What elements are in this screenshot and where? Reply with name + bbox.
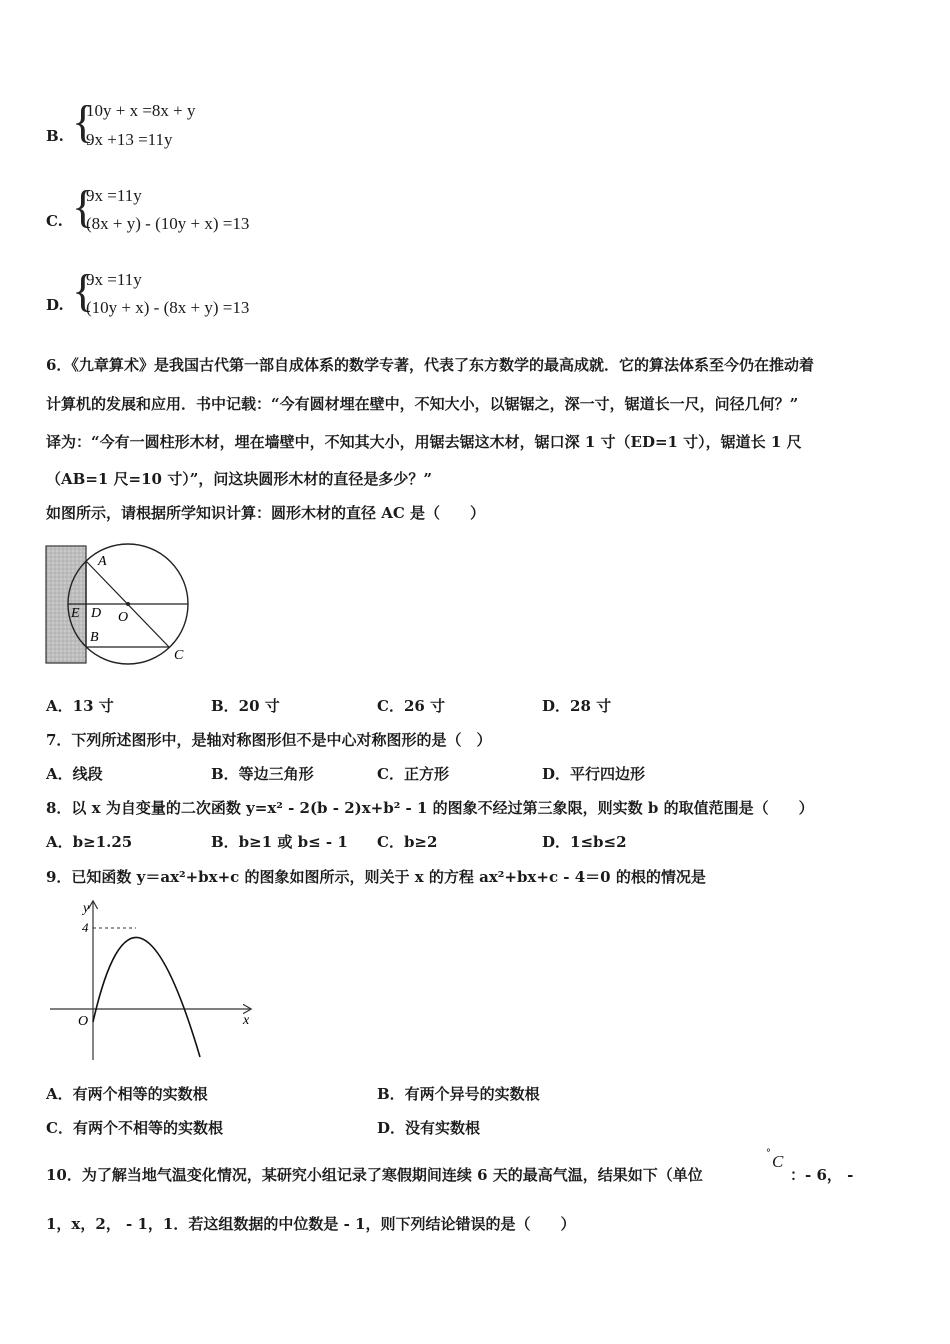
brace-icon: { — [72, 96, 95, 147]
q5-option-c-eq1: 9x =11y — [86, 186, 142, 205]
y-axis-label: y — [83, 901, 90, 916]
q5-option-d-label: D. — [46, 296, 64, 314]
q5-option-b-label: B. — [46, 127, 64, 145]
parabola-curve — [93, 937, 200, 1057]
brace-icon: { — [72, 181, 95, 232]
center-point — [126, 602, 130, 606]
q10-stem-line-1-tail: ：- 6， - — [790, 1166, 854, 1184]
q5-option-d-eq2: (10y + x) - (8x + y) =13 — [86, 298, 250, 317]
q8-stem: 8．以 x 为自变量的二次函数 y=x² - 2(b - 2)x+b² - 1 的图象不经过第三象限，则实数 b 的取值范围是（ ） — [46, 799, 814, 817]
origin-label: O — [78, 1014, 89, 1029]
q7-option-b[interactable]: B．等边三角形 — [211, 765, 314, 783]
label-o: O — [118, 610, 129, 625]
q6-option-b[interactable]: B．20 寸 — [211, 697, 280, 715]
q8-option-c[interactable]: C．b≥2 — [377, 833, 438, 851]
degree-icon: ° — [766, 1148, 771, 1159]
q10-stem-line-1: 10．为了解当地气温变化情况，某研究小组记录了寒假期间连续 6 天的最高气温，结果如下（单位 — [46, 1166, 703, 1184]
q6-option-a[interactable]: A．13 寸 — [46, 697, 114, 715]
q6-stem-line-3: 译为：“今有一圆柱形木材，埋在墙壁中，不知其大小，用锯去锯这木材，锯口深 1 寸（ED=1 寸），锯道长 1 尺 — [46, 433, 802, 451]
q5-option-c-label: C. — [46, 212, 63, 230]
label-c: C — [174, 648, 184, 663]
label-d: D — [91, 606, 102, 621]
label-b: B — [90, 630, 99, 645]
x-axis-label: x — [243, 1013, 250, 1028]
q8-option-a[interactable]: A．b≥1.25 — [46, 833, 133, 851]
q8-option-b[interactable]: B．b≥1 或 b≤ - 1 — [211, 833, 348, 851]
q8-option-d[interactable]: D．1≤b≤2 — [542, 833, 627, 851]
label-e: E — [71, 606, 80, 621]
q10-stem-line-2: 1，x，2， - 1，1．若这组数据的中位数是 - 1，则下列结论错误的是（ ） — [46, 1215, 576, 1233]
q5-option-b-eq2: 9x +13 =11y — [86, 130, 173, 149]
q9-option-d[interactable]: D．没有实数根 — [377, 1119, 481, 1137]
q5-option-c-eq2: (8x + y) - (10y + x) =13 — [86, 214, 250, 233]
q9-option-b[interactable]: B．有两个异号的实数根 — [377, 1085, 540, 1103]
q6-stem-line-5: 如图所示，请根据所学知识计算：圆形木材的直径 AC 是（ ） — [46, 504, 486, 522]
max-tick-label: 4 — [82, 920, 89, 935]
q6-stem-line-4: （AB=1 尺=10 寸）”，问这块圆形木材的直径是多少？” — [46, 470, 432, 488]
q7-option-a[interactable]: A．线段 — [46, 765, 103, 783]
q6-circle-figure — [40, 538, 200, 668]
q9-option-c[interactable]: C．有两个不相等的实数根 — [46, 1119, 223, 1137]
q6-stem-line-2: 计算机的发展和应用．书中记载：“今有圆材埋在壁中，不知大小，以锯锯之，深一寸，锯道长一尺，问径几何？” — [46, 395, 799, 413]
q6-option-c[interactable]: C．26 寸 — [377, 697, 446, 715]
q9-stem: 9．已知函数 y＝ax²+bx+c 的图象如图所示，则关于 x 的方程 ax²+bx+c - 4＝0 的根的情况是 — [46, 868, 706, 886]
q9-option-a[interactable]: A．有两个相等的实数根 — [46, 1085, 208, 1103]
q5-option-b-eq1: 10y + x =8x + y — [86, 101, 196, 120]
q10-unit-symbol: C — [772, 1152, 784, 1171]
q6-stem-line-1: 6．《九章算术》是我国古代第一部自成体系的数学专著，代表了东方数学的最高成就．它的算法体系至今仍在推动着 — [46, 356, 814, 374]
q5-option-d-eq1: 9x =11y — [86, 270, 142, 289]
q7-option-c[interactable]: C．正方形 — [377, 765, 449, 783]
q9-parabola-graph — [40, 892, 265, 1062]
q7-option-d[interactable]: D．平行四边形 — [542, 765, 646, 783]
q7-stem: 7．下列所述图形中，是轴对称图形但不是中心对称图形的是（ ） — [46, 731, 492, 749]
brace-icon: { — [72, 265, 95, 316]
q6-option-d[interactable]: D．28 寸 — [542, 697, 612, 715]
label-a: A — [98, 554, 107, 569]
